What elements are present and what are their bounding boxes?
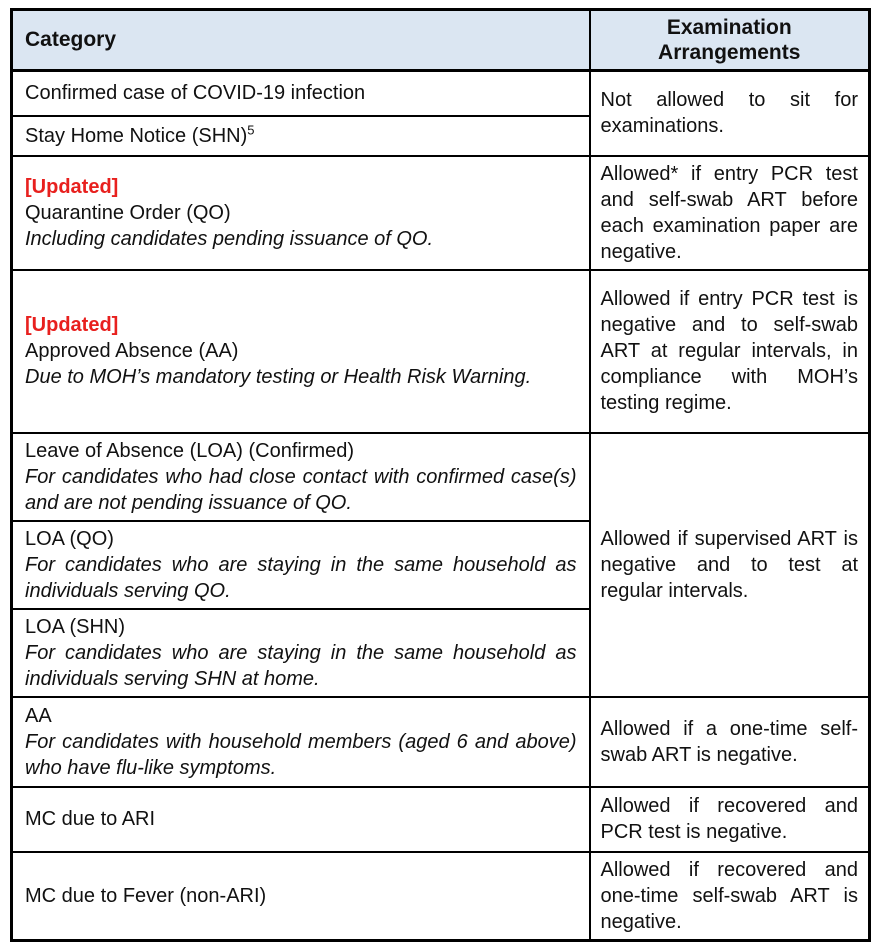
footnote-ref-5: 5 [247, 121, 255, 137]
loa-shn-category-cell [12, 609, 590, 697]
table-row [12, 156, 870, 270]
table-row [12, 433, 870, 521]
mc-fever-arrangement-cell: Allowed if recovered and one-time self-swab ART is negative. [590, 852, 870, 941]
confirmed-case-category-cell [12, 71, 590, 116]
qo-category-cell [12, 156, 590, 270]
mc-ari-category-cell [12, 787, 590, 852]
covid-exam-arrangements-table [10, 8, 871, 942]
table-row [12, 71, 870, 116]
approved-absence-category-cell [12, 270, 590, 433]
shn-label: Stay Home Notice (SHN) [25, 124, 248, 147]
loa-qo-category-cell [12, 521, 590, 609]
table-row [12, 697, 870, 787]
updated-tag: [Updated] [25, 314, 119, 336]
table-row [12, 852, 870, 941]
category-note: For candidates who had close contact with confirmed case(s) and are not pending issuance of QO. [25, 465, 577, 514]
qo-arrangement-cell: Allowed* if entry PCR test and self-swab ART before each examination paper are negative. [590, 156, 870, 270]
mc-ari-arrangement-cell: Allowed if recovered and PCR test is negative. [590, 787, 870, 852]
arrangements-column-header [590, 10, 870, 71]
loa-arrangement-cell: Allowed if supervised ART is negative and to test at regular intervals. [590, 433, 870, 697]
approved-absence-arrangement-cell: Allowed if entry PCR test is negative and to self-swab ART at regular intervals, in compliance with MOH’s testing regime. [590, 270, 870, 433]
aa-household-arrangement-cell: Allowed if a one-time self-swab ART is negative. [590, 697, 870, 787]
category-note: For candidates who are staying in the same household as individuals serving QO. [25, 553, 577, 602]
category-title: MC due to ARI [25, 808, 156, 830]
category-title: LOA (SHN) [25, 615, 126, 638]
category-title: MC due to Fever (non-ARI) [25, 884, 267, 907]
category-title: Quarantine Order (QO) [25, 201, 231, 224]
category-title [25, 123, 577, 149]
table-row [12, 270, 870, 433]
shn-category-cell [12, 116, 590, 156]
category-note: For candidates with household members (aged 6 and above) who have flu-like symptoms. [25, 730, 577, 779]
category-title: Confirmed case of COVID-19 infection [25, 82, 366, 105]
category-note: Due to MOH’s mandatory testing or Health Risk Warning. [25, 366, 532, 388]
category-title: Leave of Absence (LOA) (Confirmed) [25, 439, 355, 462]
arrangements-header-label: Examination Arrangements [658, 16, 801, 64]
category-title: LOA (QO) [25, 527, 114, 550]
table-row [12, 787, 870, 852]
aa-household-category-cell [12, 697, 590, 787]
loa-confirmed-category-cell [12, 433, 590, 521]
category-note: For candidates who are staying in the same household as individuals serving SHN at home. [25, 641, 577, 690]
updated-tag: [Updated] [25, 175, 119, 198]
table-header-row [12, 10, 870, 71]
category-note: Including candidates pending issuance of QO. [25, 227, 434, 250]
category-column-header: Category [12, 10, 590, 71]
category-title: AA [25, 704, 52, 727]
category-title: Approved Absence (AA) [25, 340, 239, 362]
mc-fever-category-cell [12, 852, 590, 941]
not-allowed-arrangement-cell: Not allowed to sit for examinations. [590, 71, 870, 156]
